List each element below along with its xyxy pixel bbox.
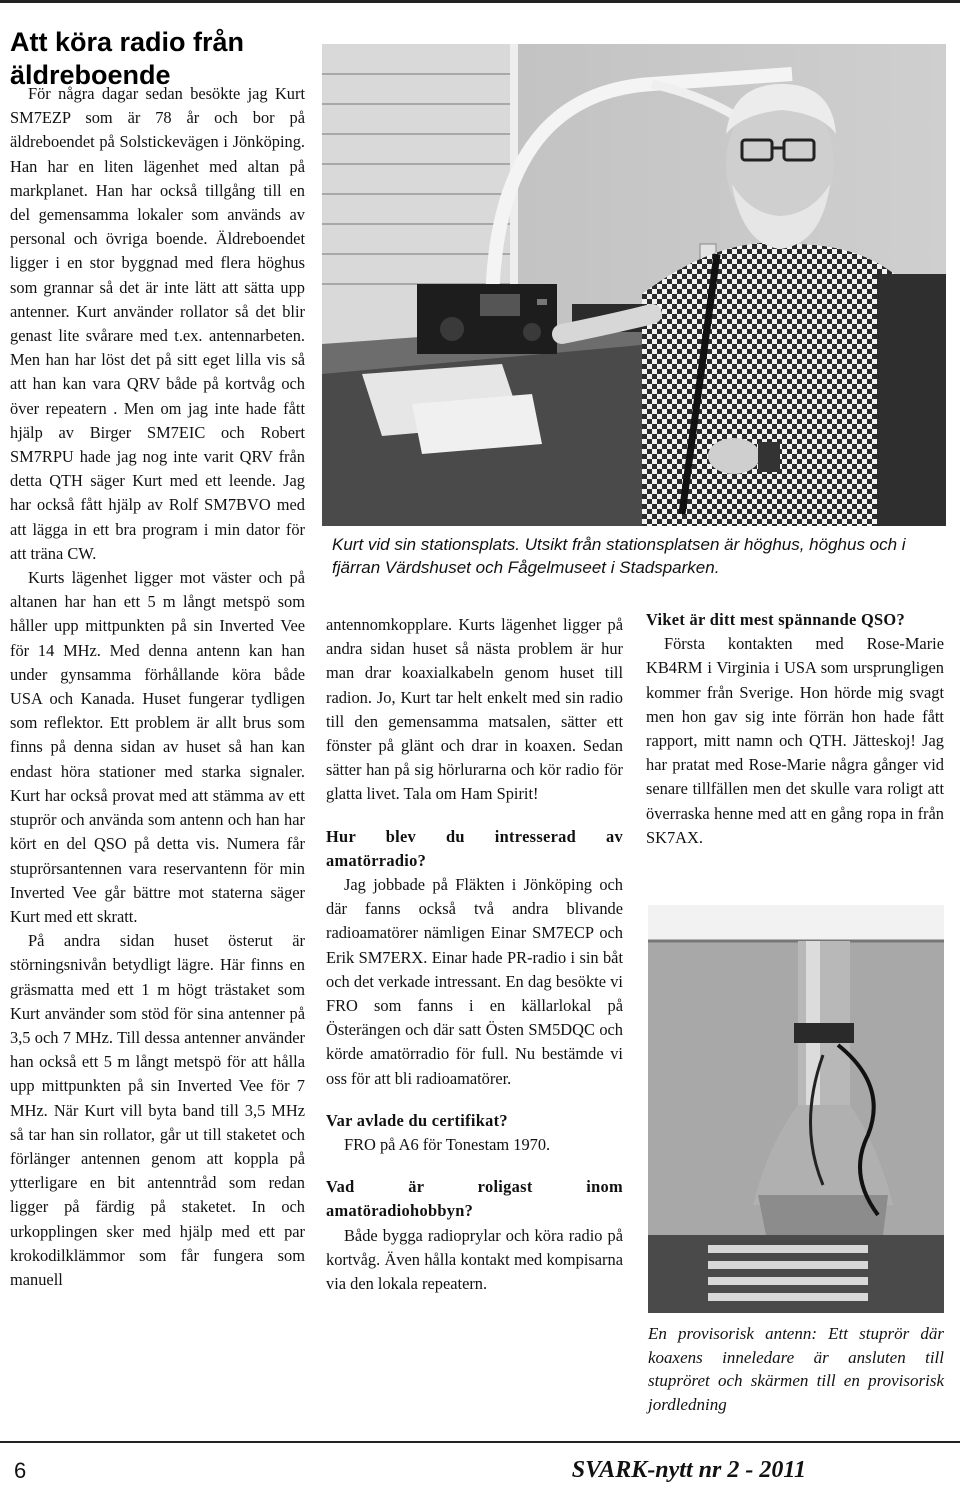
article-title: Att köra radio från äldreboende xyxy=(10,27,245,90)
qa-answer: Jag jobbade på Fläkten i Jönköping och där fanns också två andra blivande radioamatörer nämligen Einar SM7ECP och Erik SM7ERX. Einar hade PR-radio i sin båt och det verkade intressant. En dag besökte vi FRO som fanns i en källarlokal på Österängen och där satt Östen SM5DQC och körde amatörradio för full. Nu bestämde vi oss för att bli radioamatörer. xyxy=(326,875,623,1088)
station-photo-image xyxy=(322,44,946,526)
station-photo-caption: Kurt vid sin stationsplats. Utsikt från stationsplatsen är höghus, höghus och i fjärran Värdshuset och Fågelmuseet i Stadsparken. xyxy=(332,535,906,577)
paragraph: För några dagar sedan besökte jag Kurt SM7EZP som är 78 år och bor på äldreboendet på Solstickevägen i Jönköping. Han har en liten lägenhet med altan på markplanet. Han har också tillgång till en del gemensamma lokaler som används av personal och övriga boende. Äldreboendet ligger i en stor byggnad med flera höghus som grannar så det är inte lätt att sätta upp antenner. Kurt använder rollator så det blir genast lite svårare med t.ex. antennarbeten. Men han har löst det på sitt eget lilla vis så att han kan vara QRV både på kortvåg och över repeatern . Men om jag inte hade fått hjälp av Birger SM7EIC och Robert SM7RPU hade jag nog inte varit QRV från detta QTH säger Kurt med ett leende. Jag har också fått hjälp av Rolf SM7BVO med att lägga in ett bra program i min dator för att träna CW. xyxy=(10,84,305,563)
qa-question: Var avlade du certifikat? xyxy=(326,1110,508,1130)
bottom-rule xyxy=(0,1441,960,1443)
paragraph: På andra sidan huset österut är störningsnivån betydligt lägre. Här finns en gräsmatta med ett 1 m högt trästaket som Kurt använder som stöd för sina antenner på 3,5 och 7 MHz. Till dessa antenner använder han också ett 5 m långt metspö för att hålla upp mittpunkten på sin Inverted Vee för 7 MHz. När Kurt vill byta band till 3,5 MHz så tar han sin rollator, går ut till staketet och förlänger antennen genom att koppla på ytterligare en bit antenntråd som redan ligger på färdig på staketet. In och urkopplingen sker med hjälp med ett par krokodilklämmor som får fungera som manuell xyxy=(10,931,305,1289)
top-rule xyxy=(0,0,960,3)
qa-answer: Både bygga radioprylar och köra radio på kortvåg. Även hålla kontakt med kompisarna via den lokala repeatern. xyxy=(326,1225,623,1294)
qa-question: Viket är ditt mest spännande QSO? xyxy=(646,610,905,629)
paragraph: Kurts lägenhet ligger mot väster och på altanen har han ett 5 m långt metspö som håller upp mittpunkten på sin Inverted Vee för 14 MHz. Med denna antenn kan han under gynsamma förhållande köra både USA och Kanada. Huset fungerar tydligen som reflektor. Ett problem är allt brus som finns på denna sidan av huset så han kan endast höra stationer med starka signaler. Kurt har också provat med att stämma av ett stuprör och använda som antenn och han har kört en del QSO på detta vis. Numera får stuprörsantennen vara reservantenn för min Inverted Vee går bättre mot staterna säger Kurt med ett skratt. xyxy=(10,568,305,926)
publication-name: SVARK-nytt nr 2 - 2011 xyxy=(571,1457,806,1483)
qa-answer: Första kontakten med Rose-Marie KB4RM i Virginia i USA som ursprungligen kommer från Sverige. Hon hörde mig svagt men hon gav sig inte förrän hon hade fått rapport, mitt namn och QTH. Jätteskoj! Jag har pratat med Rose-Marie några gånger vid senare tillfällen men det skulle vara roligt att överraska henne med att en gång ropa in från SK7AX. xyxy=(646,634,944,847)
article-column-3 xyxy=(646,608,944,850)
article-column-2 xyxy=(326,613,623,1296)
paragraph: antennomkopplare. Kurts lägenhet ligger på andra sidan huset så nästa problem är hur man drar koaxialkabeln genom huset till radion. Jo, Kurt tar helt enkelt med sin radio till den gemensamma matsalen, sätter ett fönster på glänt och drar in koaxen. Sedan sätter han på sig hörlurarna och kör radio för glatta livet. Tala om Ham Spirit! xyxy=(326,615,623,804)
antenna-photo xyxy=(648,905,944,1313)
antenna-photo-image xyxy=(648,905,944,1313)
page-number: 6 xyxy=(14,1458,27,1483)
station-photo xyxy=(322,44,946,526)
qa-question: Hur blev du intresserad av amatörradio? xyxy=(326,826,623,870)
qa-answer: FRO på A6 för Tonestam 1970. xyxy=(344,1135,551,1155)
qa-question: Vad är roligast inom amatöradiohobbyn? xyxy=(326,1177,623,1221)
article-column-1 xyxy=(10,82,305,1292)
antenna-photo-caption: En provisorisk antenn: Ett stuprör där koaxens inneledare är ansluten till stupröret och skärmen till en provisorisk jordledning xyxy=(648,1324,944,1414)
